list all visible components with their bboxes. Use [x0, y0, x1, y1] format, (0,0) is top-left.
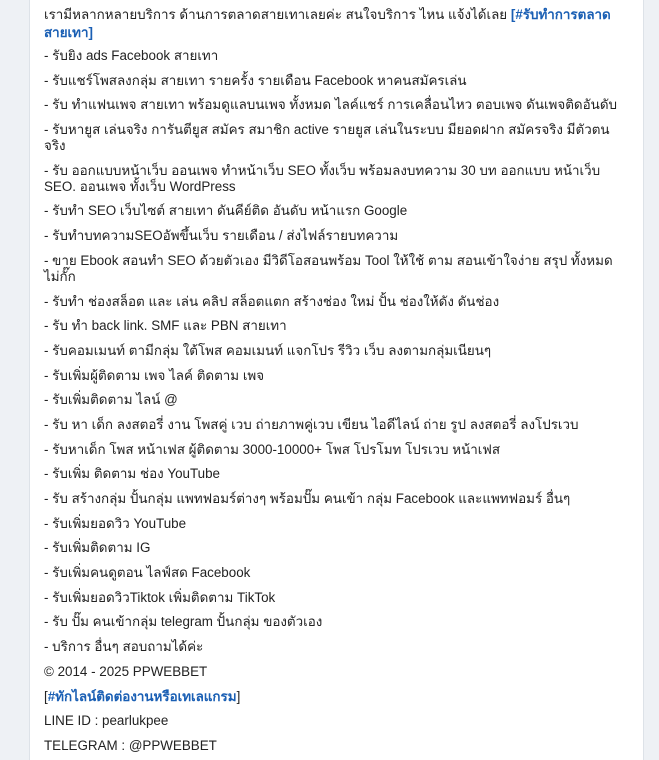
service-item: - รับเพิ่มติดตาม IG	[44, 540, 151, 556]
service-item: - รับเพิ่ม ติดตาม ช่อง YouTube	[44, 466, 220, 482]
service-item: - รับ ออกแบบหน้าเว็บ ออนเพจ ทำหน้าเว็บ SEO ทั้งเว็บ พร้อมลงบทความ 30 บท ออกแบบ หน้าเว็บ SEO. ออนเพจ ทั้งเว็บ WordPress	[44, 162, 601, 194]
post-card	[29, 0, 644, 760]
service-item: - รับเพิ่มยอดวิวTiktok เพิ่มติดตาม TikTok	[44, 589, 276, 605]
service-item: - รับ ปั๊ม คนเข้ากลุ่ม telegram ปั้นกลุ่ม ของตัวเอง	[44, 614, 323, 630]
contact-hashtag-line	[44, 689, 631, 705]
service-item: - รับหาเด็ก โพส หน้าเฟส ผู้ติดตาม 3000-10000+ โพส โปรโมท โปรเวบ หน้าเฟส	[44, 441, 501, 457]
service-item: - รับ หา เด็ก ลงสตอรี่ งาน โพสคู่ เวบ ถ่ายภาพคู่เวบ เขียน ไอดีไลน์ ถ่าย รูป ลงสตอรี่ ลงโปรเวบ	[44, 416, 579, 432]
service-item: - รับแชร์โพสลงกลุ่ม สายเทา รายครั้ง รายเดือน Facebook หาคนสมัครเล่น	[44, 72, 467, 88]
service-item: - รับคอมเมนท์ ตามีกลุ่ม ใต้โพส คอมเมนท์ แจกโปร รีวิว เว็บ ลงตามกลุ่มเนียนๆ	[44, 342, 492, 358]
service-item: - รับทำ SEO เว็บไซต์ สายเทา ดันคีย์ติด อันดับ หน้าแรก Google	[44, 203, 408, 219]
hashtag-link-grey-marketing[interactable]: #รับทำการตลาดสายเทา	[44, 7, 611, 40]
service-item: - รับทำ ช่องสล็อต และ เล่น คลิป สล็อตแตก สร้างช่อง ใหม่ ปั้น ช่องให้ดัง ดันช่อง	[44, 293, 500, 309]
service-item: - รับเพิ่มยอดวิว YouTube	[44, 515, 187, 531]
intro-text: เรามีหลากหลายบริการ ด้านการตลาดสายเทาเลยค่ะ สนใจบริการ ไหน แจ้งได้เลย	[44, 7, 511, 22]
service-item: - รับเพิ่มติดตาม ไลน์ @	[44, 392, 178, 408]
service-item: - รับเพิ่มคนดูตอน ไลฟ์สด Facebook	[44, 565, 251, 581]
copyright-line: © 2014 - 2025 PPWEBBET	[44, 663, 208, 679]
contact-bracket-open: [	[44, 688, 48, 704]
service-item: - บริการ อื่นๆ สอบถามได้ค่ะ	[44, 639, 204, 655]
hashtag-link-contact[interactable]: #ทักไลน์ติดต่องานหรือเทเลแกรม	[47, 688, 237, 704]
service-item: - รับ ทำแฟนเพจ สายเทา พร้อมดูแลบนเพจ ทั้งหมด ไลค์แชร์ การเคลื่อนไหว ตอบเพจ ดันเพจติดอันดับ	[44, 97, 618, 113]
service-list	[44, 48, 631, 655]
line-id: LINE ID : pearlukpee	[44, 713, 169, 729]
service-item: - รับทำบทความSEOอัพขึ้นเว็บ รายเดือน / ส่งไฟล์รายบทความ	[44, 228, 399, 244]
service-item: - รับ ทำ back link. SMF และ PBN สายเทา	[44, 318, 287, 334]
hashtag-bracket-open: [	[510, 7, 516, 22]
contact-bracket-close: ]	[236, 688, 241, 704]
service-item: - รับหายูส เล่นจริง การันตียูส สมัคร สมาชิก active รายยูส เล่นในระบบ มียอดฝาก สมัครจริง มีตัวตนจริง	[44, 122, 610, 154]
service-item: - รับเพิ่มผู้ติดตาม เพจ ไลค์ ติดตาม เพจ	[44, 367, 265, 383]
service-item: - รับ สร้างกลุ่ม ปั้นกลุ่ม แพทฟอมร์ต่างๆ พร้อมปั๊ม คนเข้า กลุ่ม Facebook และแพทฟอมร์ อื่นๆ	[44, 491, 571, 506]
service-item: - รับยิง ads Facebook สายเทา	[44, 48, 219, 63]
telegram-id: TELEGRAM : @PPWEBBET	[44, 737, 217, 753]
service-item: - ขาย Ebook สอนทำ SEO ด้วยตัวเอง มีวิดีโอสอนพร้อม Tool ให้ใช้ ตาม สอนเข้าใจง่าย สรุป ทั้งหมด ไม่กั๊ก	[44, 252, 613, 284]
hashtag-bracket-close: ]	[88, 25, 93, 40]
intro-paragraph	[44, 6, 631, 42]
